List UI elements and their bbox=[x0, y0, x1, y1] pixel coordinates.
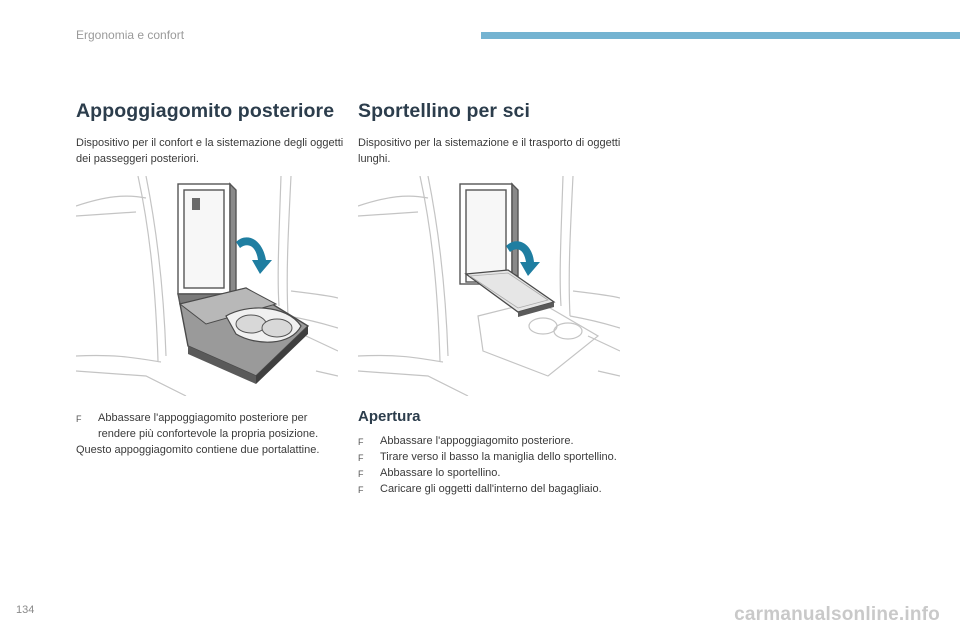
ski-hatch-illustration bbox=[358, 176, 620, 396]
armrest-intro: Dispositivo per il confort e la sistemazione degli oggetti dei passeggeri posteriori. bbox=[76, 137, 344, 165]
list-item bbox=[358, 465, 618, 481]
step-text: Caricare gli oggetti dall'interno del bagagliaio. bbox=[380, 483, 602, 495]
step-text: Abbassare l'appoggiagomito posteriore. bbox=[380, 435, 574, 447]
opening-subtitle: Apertura bbox=[358, 408, 421, 425]
step-text: Abbassare lo sportellino. bbox=[380, 467, 501, 479]
armrest-illustration bbox=[76, 176, 338, 396]
checkbox-bullet-icon: F bbox=[358, 453, 364, 463]
ski-hatch-steps bbox=[358, 409, 618, 497]
list-item bbox=[76, 410, 336, 442]
armrest-note: Questo appoggiagomito contiene due portalattine. bbox=[76, 444, 320, 456]
down-arrow-icon bbox=[236, 237, 272, 274]
watermark: carmanualsonline.info bbox=[734, 604, 940, 625]
armrest-title: Appoggiagomito posteriore bbox=[76, 100, 335, 122]
list-item bbox=[358, 449, 618, 465]
checkbox-bullet-icon: F bbox=[358, 485, 364, 495]
section-accent-bar bbox=[481, 32, 960, 39]
step-text: Tirare verso il basso la maniglia dello sportellino. bbox=[380, 451, 617, 463]
ski-hatch-section bbox=[358, 100, 626, 167]
checkbox-bullet-icon: F bbox=[358, 437, 364, 447]
ski-hatch-title: Sportellino per sci bbox=[358, 100, 531, 122]
armrest-section bbox=[76, 100, 344, 167]
list-item bbox=[358, 433, 618, 449]
checkbox-bullet-icon: F bbox=[76, 414, 82, 424]
step-text: Abbassare l'appoggiagomito posteriore per rendere più confortevole la propria posizione. bbox=[98, 412, 319, 440]
page-number: 134 bbox=[16, 604, 35, 616]
checkbox-bullet-icon: F bbox=[358, 469, 364, 479]
section-title: Ergonomia e confort bbox=[76, 28, 185, 42]
armrest-steps bbox=[76, 410, 336, 458]
ski-hatch-intro: Dispositivo per la sistemazione e il trasporto di oggetti lunghi. bbox=[358, 137, 621, 165]
list-item bbox=[358, 481, 618, 497]
